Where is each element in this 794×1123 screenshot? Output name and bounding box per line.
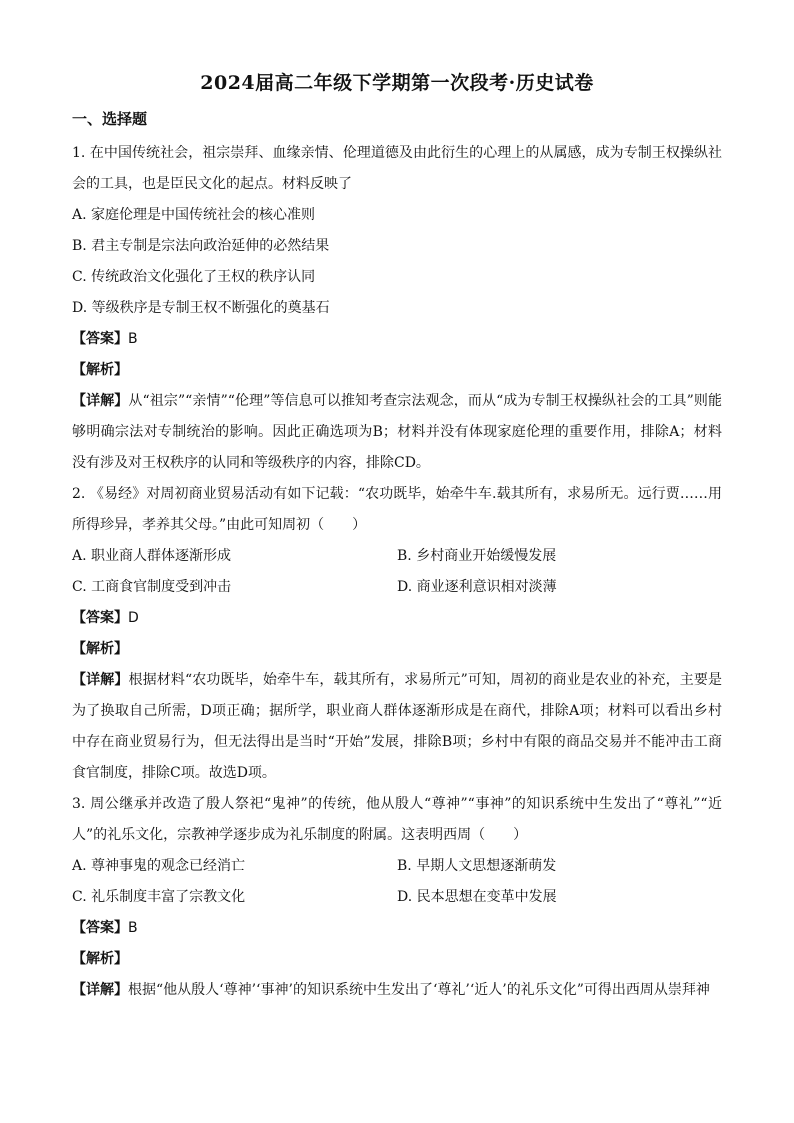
section-heading: 一、选择题 — [72, 110, 148, 128]
option-d: D. 民本思想在变革中发展 — [397, 889, 557, 905]
detail-label: 【详解】 — [72, 672, 129, 688]
question-stem: 1. 在中国传统社会，祖宗崇拜、血缘亲情、伦理道德及由此衍生的心理上的从属感，成为专制王权操纵社会的工具，也是臣民文化的起点。材料反映了 — [72, 145, 722, 192]
analysis-label: 【解析】 — [72, 951, 128, 967]
option-d: D. 等级秩序是专制王权不断强化的奠基石 — [72, 300, 330, 316]
options-row — [72, 851, 722, 882]
option-b: B. 乡村商业开始缓慢发展 — [397, 548, 557, 564]
question-list — [72, 138, 722, 1006]
detail-text: 从“祖宗”“亲情”“伦理”等信息可以推知考查宗法观念，而从“成为专制王权操纵社会的工具”则能够明确宗法对专制统治的影响。因此正确选项为B；材料并没有体现家庭伦理的重要作用，排除A；材料没有涉及对王权秩序的认同和等级秩序的内容，排除CD。 — [72, 393, 722, 471]
detail-paragraph — [72, 665, 722, 789]
answer-label: 【答案】 — [72, 610, 128, 626]
options-row — [72, 882, 722, 913]
detail-text: 根据材料“农功既毕，始牵牛车，载其所有，求易所元”可知，周初的商业是农业的补充，主要是为了换取自己所需，D项正确；据所学，职业商人群体逐渐形成是在商代，排除A项；材料可以看出乡村中存在商业贸易行为，但无法得出是当时“开始”发展，排除B项；乡村中有限的商品交易并不能冲击工商食官制度，排除C项。故选D项。 — [72, 672, 723, 781]
answer-line — [72, 913, 722, 944]
option-b: B. 早期人文思想逐渐萌发 — [397, 858, 557, 874]
answer-value: B — [128, 920, 138, 936]
detail-text: 根据“他从殷人‘尊神’‘事神’的知识系统中生发出了‘尊礼’‘近人’的礼乐文化”可得出西周从崇拜神 — [128, 982, 710, 998]
answer-label: 【答案】 — [72, 331, 128, 347]
option-a: A. 职业商人群体逐渐形成 — [72, 548, 232, 564]
question-2 — [72, 479, 722, 789]
question-stem: 3. 周公继承并改造了殷人祭祀“鬼神”的传统，他从殷人“尊神”“事神”的知识系统中生发出了“尊礼”“近人”的礼乐文化，宗教神学逐步成为礼乐制度的附属。这表明西周（ ） — [72, 796, 722, 843]
page-title: 2024届高二年级下学期第一次段考·历史试卷 — [200, 72, 594, 94]
option-a: A. 尊神事鬼的观念已经消亡 — [72, 858, 246, 874]
answer-label: 【答案】 — [72, 920, 128, 936]
detail-paragraph — [72, 386, 722, 479]
options-row — [72, 572, 722, 603]
analysis-line — [72, 355, 722, 386]
option-d: D. 商业逐利意识相对淡薄 — [397, 579, 557, 595]
analysis-line — [72, 944, 722, 975]
option-b: B. 君主专制是宗法向政治延伸的必然结果 — [72, 238, 330, 254]
answer-line — [72, 324, 722, 355]
answer-value: B — [128, 331, 138, 347]
question-1 — [72, 138, 722, 479]
option-c: C. 礼乐制度丰富了宗教文化 — [72, 889, 246, 905]
option-a: A. 家庭伦理是中国传统社会的核心准则 — [72, 207, 316, 223]
detail-label: 【详解】 — [72, 982, 128, 998]
detail-paragraph — [72, 975, 722, 1006]
question-stem: 2. 《易经》对周初商业贸易活动有如下记载：“农功既毕，始牵牛车.载其所有，求易所无。远行贾……用所得珍异，孝养其父母。”由此可知周初（ ） — [72, 486, 722, 533]
answer-value: D — [128, 610, 139, 626]
detail-label: 【详解】 — [72, 393, 129, 409]
answer-line — [72, 603, 722, 634]
option-c: C. 传统政治文化强化了王权的秩序认同 — [72, 269, 316, 285]
option-c: C. 工商食官制度受到冲击 — [72, 579, 232, 595]
analysis-label: 【解析】 — [72, 641, 128, 657]
analysis-label: 【解析】 — [72, 362, 128, 378]
analysis-line — [72, 634, 722, 665]
options-row — [72, 541, 722, 572]
question-3 — [72, 789, 722, 1006]
